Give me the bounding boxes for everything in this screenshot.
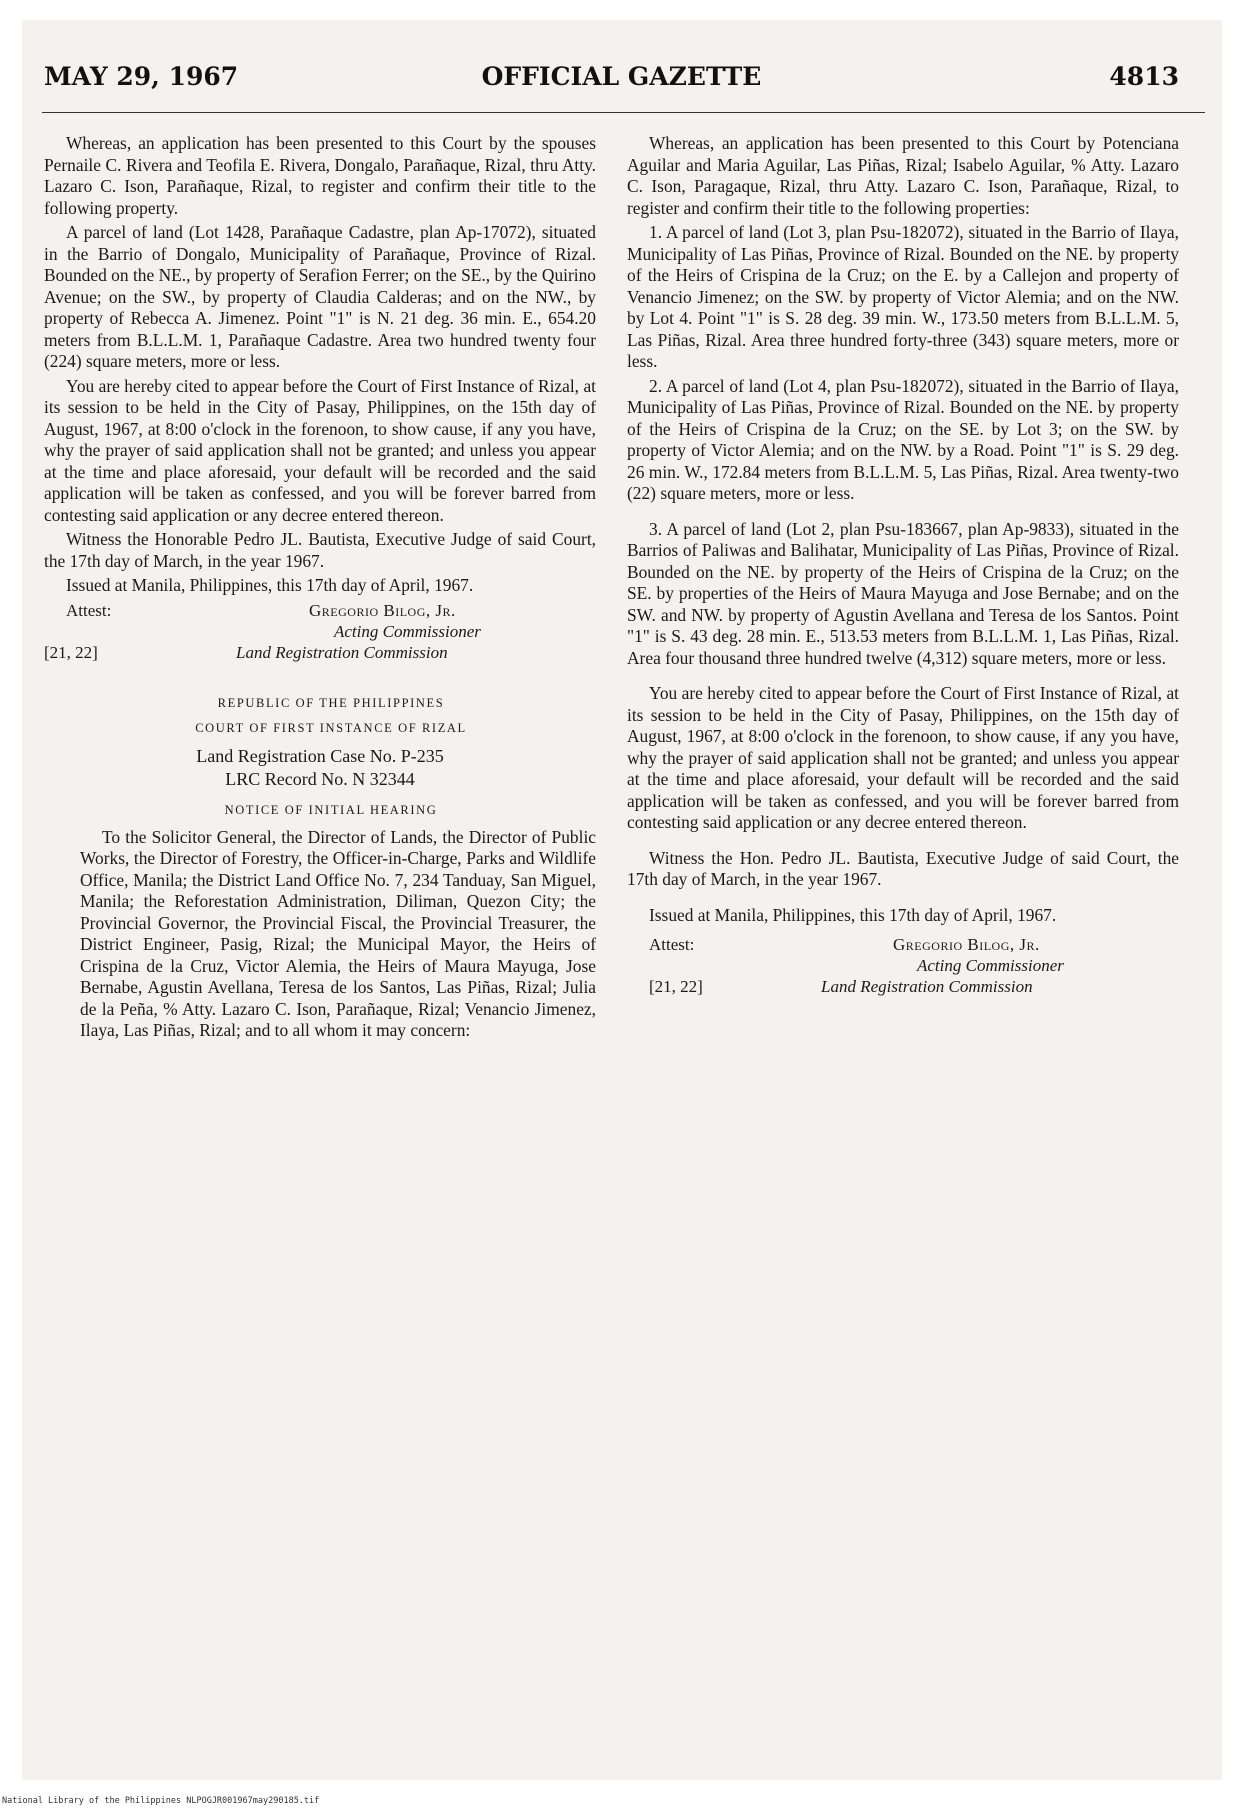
court-heading: COURT OF FIRST INSTANCE OF RIZAL [195,720,467,735]
right-citation: You are hereby cited to appear before the Court of First Instance of Rizal, at its session to be held in the City of Pasay, Philippines, on the 15th day of August, 1967, at 8:00 o'clock in the forenoon, to show cause, if any you have, why the prayer of said application shall not be granted; and unless you appear at the time and place aforesaid, your default will be recorded and the said application will be taken as confessed, and you will be forever barred from contesting said application or any decree entered thereon. [627,683,1179,832]
left-sig-name: Gregorio Bilog, Jr. [309,600,456,620]
left-parcel: A parcel of land (Lot 1428, Parañaque Cadastre, plan Ap-17072), situated in the Barrio of Dongalo, Municipality of Parañaque, Province of Rizal. Bounded on the NE., by property of Serafion Ferrer; on the SE., by the Quirino Avenue; on the SW., by property of Claudia Calderas; and on the NW., by property of Rebecca A. Jimenez. Point "1" is N. 21 deg. 36 min. E., 654.20 meters from B.L.L.M. 1, Parañaque Cadastre. Area two hundred twenty four (224) square meters, more or less. [44,222,596,371]
left-attest: Attest: [66,600,112,620]
left-citation: You are hereby cited to appear before the Court of First Instance of Rizal, at its session to be held in the City of Pasay, Philippines, on the 15th day of August, 1967, at 8:00 o'clock in the forenoon, to show cause, if any you have, why the prayer of said application shall not be granted; and unless you appear at the time and place aforesaid, your default will be recorded and the said application will be taken as confessed, and you will be forever barred from contesting said application or any decree entered thereon. [44,375,596,525]
left-ref: [21, 22] [44,642,98,662]
right-issued: Issued at Manila, Philippines, this 17th day of April, 1967. [649,904,1057,925]
right-witness: Witness the Hon. Pedro JL. Bautista, Executive Judge of said Court, the 17th day of March, in the year 1967. [627,847,1179,889]
header-date: MAY 29, 1967 [44,62,239,91]
left-column [44,133,596,1045]
left-sig-title: Acting Commissioner [334,621,481,641]
right-parcel-1: 1. A parcel of land (Lot 3, plan Psu-182072), situated in the Barrio of Ilaya, Municipality of Las Piñas, Province of Rizal. Bounded on the NE. by property of the Heirs of Crispina de la Cruz; on the E. by a Callejon and property of Venancio Jimenez; on the SW. by property of Victor Alemia; and on the NW. by Lot 4. Point "1" is S. 28 deg. 39 min. W., 173.50 meters from B.L.L.M. 5, Las Piñas, Rizal. Area three hundred forty-three (343) square meters, more or less. [627,222,1179,371]
case-numbers [44,745,596,791]
right-parcel-2: 2. A parcel of land (Lot 4, plan Psu-182072), situated in the Barrio of Ilaya, Municipality of Las Piñas, Province of Rizal. Bounded on the NE. by property of the Heirs of Crispina de la Cruz; on the SE. by Lot 3; on the SW. by property of Victor Alemia; and on the NW. by a Road. Point "1" is S. 29 deg. 26 min. W., 172.84 meters from B.L.L.M. 5, Las Piñas, Rizal. Area twenty-two (22) square meters, more or less. [627,375,1179,503]
header-page-number: 4813 [1109,62,1179,91]
right-column [627,133,1179,998]
republic-heading: REPUBLIC OF THE PHILIPPINES [217,695,445,710]
left-witness: Witness the Honorable Pedro JL. Bautista, Executive Judge of said Court, the 17th day of March, in the year 1967. [44,529,596,571]
right-sig-title: Acting Commissioner [917,956,1064,975]
left-issued: Issued at Manila, Philippines, this 17th day of April, 1967. [66,575,474,595]
left-sig-org: Land Registration Commission [236,642,448,662]
right-signature-block [627,934,1179,998]
right-whereas: Whereas, an application has been presented to this Court by Potenciana Aguilar and Maria Aguilar, Las Piñas, Rizal; Isabelo Aguilar, % Atty. Lazaro C. Ison, Paragaque, Rizal, thru Atty. Lazaro C. Ison, Parañaque, Rizal, to register and confirm their title to the following properties: [627,133,1179,218]
header-rule [42,112,1205,113]
header-title: OFFICIAL GAZETTE [481,62,762,91]
lrc-record: LRC Record No. N 32344 [225,768,415,789]
right-parcel-3: 3. A parcel of land (Lot 2, plan Psu-183667, plan Ap-9833), situated in the Barrios of Paliwas and Balihatar, Municipality of Las Piñas, Province of Rizal. Bounded on the NE. by property of the Heirs of Crispina de la Cruz; on the SE. by properties of the Heirs of Maura Mayuga and Jose Bernabe; and on the SW. and NW. by property of Agustin Avellana and Teresa de los Santos. Point "1" is S. 43 deg. 28 min. E., 513.53 meters from B.L.L.M. 1, Las Piñas, Rizal. Area four thousand three hundred twelve (4,312) square meters, more or less. [627,518,1179,668]
right-sig-org: Land Registration Commission [821,977,1033,996]
left-whereas: Whereas, an application has been presented to this Court by the spouses Pernaile C. Rivera and Teofila E. Rivera, Dongalo, Parañaque, Rizal, thru Atty. Lazaro C. Ison, Parañaque, Rizal, to register and confirm their title to the following property. [44,133,596,218]
right-sig-name: Gregorio Bilog, Jr. [893,935,1040,954]
notice-addressees: To the Solicitor General, the Director of Lands, the Director of Public Works, the Director of Forestry, the Officer-in-Charge, Parks and Wildlife Office, Manila; the District Land Office No. 7, 234 Tanduay, San Miguel, Manila; the Reforestation Administration, Diliman, Quezon City; the Provincial Governor, the Provincial Fiscal, the Provincial Treasurer, the District Engineer, Pasig, Rizal; the Municipal Mayor, the Heirs of Crispina de la Cruz, Victor Alemia, the Heirs of Maura Mayuga, Jose Bernabe, Agustin Avellana, Teresa de los Santos, Las Piñas, Rizal; Julia de la Peña, % Atty. Lazaro C. Ison, Parañaque, Rizal; Venancio Jimenez, Ilaya, Las Piñas, Rizal; and to all whom it may concern: [80,826,596,1040]
case-number: Land Registration Case No. P-235 [196,745,444,766]
right-attest: Attest: [649,935,695,954]
scan-footer: National Library of the Philippines NLPOGJR001967may290185.tif [2,1796,320,1806]
right-ref: [21, 22] [649,977,703,996]
left-signature-block [44,600,596,664]
notice-heading: NOTICE OF INITIAL HEARING [224,802,438,817]
